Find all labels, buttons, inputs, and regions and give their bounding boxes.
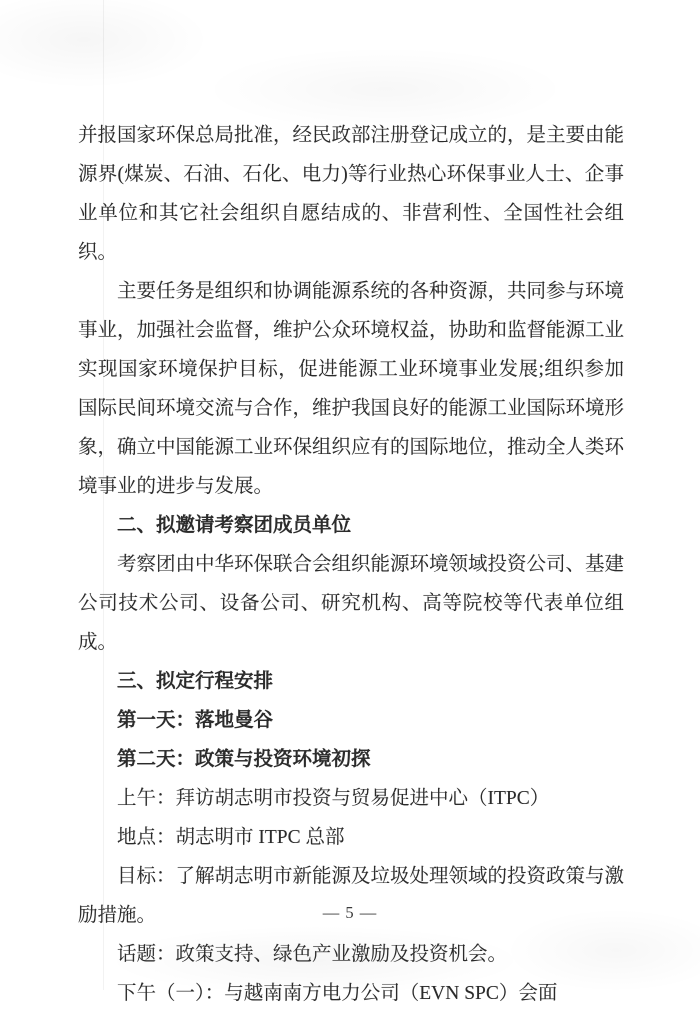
paragraph-delegation-composition: 考察团由中华环保联合会组织能源环境领域投资公司、基建公司技术公司、设备公司、研究机构、高等院校等代表单位组成。 (78, 554, 625, 653)
itinerary-day2-afternoon: 下午（一）：与越南南方电力公司（EVN SPC）会面 (117, 983, 558, 1004)
itinerary-day2-topics: 话题：政策支持、绿色产业激励及投资机会。 (117, 944, 508, 965)
section-heading-itinerary: 三、拟定行程安排 (117, 671, 274, 692)
itinerary-day2-location: 地点：胡志明市 ITPC 总部 (117, 827, 345, 848)
page-number: — 5 — (322, 903, 378, 922)
document-content (78, 116, 624, 1013)
itinerary-day2-heading: 第二天：政策与投资环境初探 (117, 749, 371, 770)
itinerary-day2-morning: 上午：拜访胡志明市投资与贸易促进中心（ITPC） (117, 788, 550, 809)
itinerary-day2-goal: 目标：了解胡志明市新能源及垃圾处理领域的投资政策与激励措施。 (78, 866, 625, 926)
paragraph-org-founding: 并报国家环保总局批准，经民政部注册登记成立的，是主要由能源界(煤炭、石油、石化、电力)等行业热心环保事业人士、企事业单位和其它社会组织自愿结成的、非营利性、全国性社会组织。 (78, 125, 625, 263)
itinerary-day1-heading: 第一天：落地曼谷 (117, 710, 274, 731)
section-heading-invited-members: 二、拟邀请考察团成员单位 (117, 515, 352, 536)
paragraph-main-tasks: 主要任务是组织和协调能源系统的各种资源，共同参与环境事业，加强社会监督，维护公众环境权益，协助和监督能源工业实现国家环境保护目标，促进能源工业环境事业发展;组织参加国际民间环境交流与合作，维护我国良好的能源工业国际环境形象，确立中国能源工业环保组织应有的国际地位，推动全人类环境事业的进步与发展。 (78, 281, 625, 497)
